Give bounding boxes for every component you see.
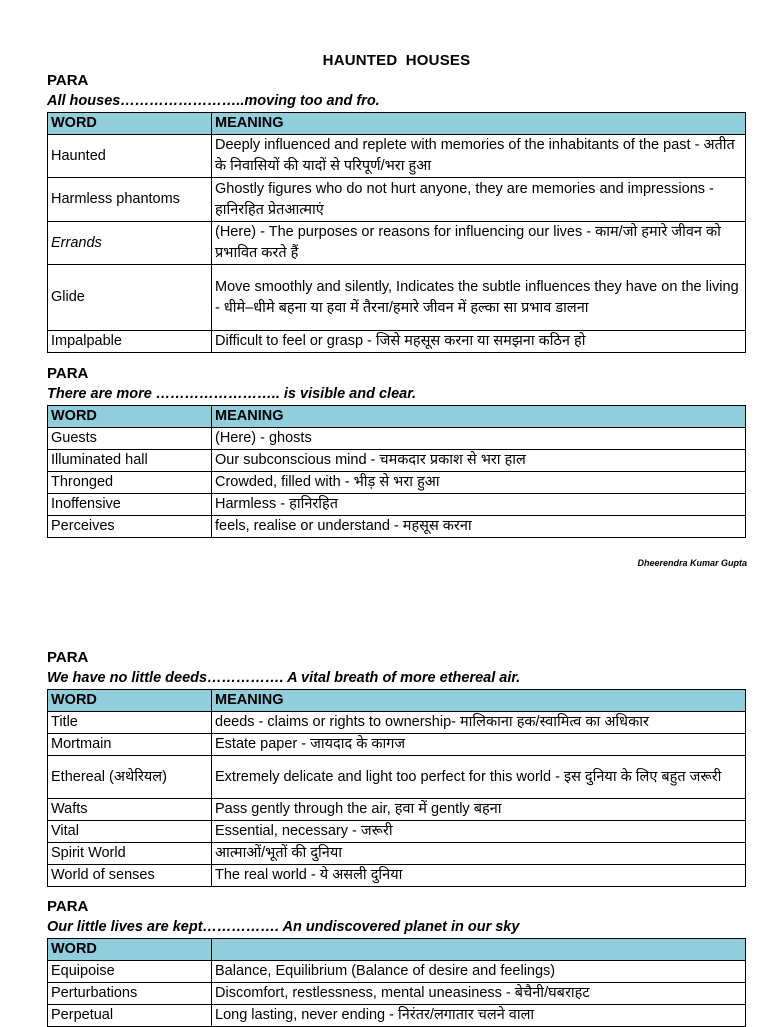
word-header: WORD xyxy=(48,406,212,428)
page-title: HAUNTED HOUSES xyxy=(322,52,471,69)
word-cell: Inoffensive xyxy=(48,494,212,516)
word-cell: Spirit World xyxy=(48,843,212,865)
meaning-cell: feels, realise or understand - महसूस करना xyxy=(212,516,746,538)
meaning-cell: Essential, necessary - जरूरी xyxy=(212,821,746,843)
meaning-cell: Extremely delicate and light too perfect for this world - इस दुनिया के लिए बहुत जरूरी xyxy=(212,756,746,799)
author-credit: Dheerendra Kumar Gupta xyxy=(637,558,747,568)
table-row xyxy=(48,450,746,472)
word-cell: Guests xyxy=(48,428,212,450)
table-row xyxy=(48,222,746,265)
para-label: PARA xyxy=(47,898,89,915)
table-row xyxy=(48,712,746,734)
para-label: PARA xyxy=(47,72,89,89)
table-header-row xyxy=(48,113,746,135)
table-row xyxy=(48,331,746,353)
word-cell: Impalpable xyxy=(48,331,212,353)
word-cell: Haunted xyxy=(48,135,212,178)
table-row xyxy=(48,961,746,983)
table-row xyxy=(48,843,746,865)
table-header-row xyxy=(48,939,746,961)
table-row xyxy=(48,799,746,821)
meaning-cell: Long lasting, never ending - निरंतर/लगातार चलने वाला xyxy=(212,1005,746,1027)
meaning-cell: Ghostly figures who do not hurt anyone, they are memories and impressions - हानिरहित प्रेतआत्माएं xyxy=(212,178,746,222)
section-3 xyxy=(47,648,746,887)
word-cell: Thronged xyxy=(48,472,212,494)
table-row xyxy=(48,472,746,494)
section-1 xyxy=(47,71,746,353)
vocab-table xyxy=(47,689,746,887)
vocab-table xyxy=(47,938,746,1027)
meaning-cell: Move smoothly and silently, Indicates the subtle influences they have on the living - धीमे–धीमे बहना या हवा में तैरना/हमारे जीवन में हल्का सा प्रभाव डालना xyxy=(212,265,746,331)
word-cell: Equipoise xyxy=(48,961,212,983)
meaning-header: MEANING xyxy=(212,113,746,135)
word-cell: Vital xyxy=(48,821,212,843)
section-2 xyxy=(47,364,746,538)
word-cell: Perceives xyxy=(48,516,212,538)
meaning-cell: Difficult to feel or grasp - जिसे महसूस करना या समझना कठिन हो xyxy=(212,331,746,353)
table-row xyxy=(48,265,746,331)
table-row xyxy=(48,983,746,1005)
meaning-cell: Deeply influenced and replete with memories of the inhabitants of the past - अतीत के निवासियों की यादों से परिपूर्ण/भरा हुआ xyxy=(212,135,746,178)
word-cell: Perpetual xyxy=(48,1005,212,1027)
table-row xyxy=(48,734,746,756)
meaning-cell: deeds - claims or rights to ownership- मालिकाना हक/स्वामित्व का अधिकार xyxy=(212,712,746,734)
vocab-table xyxy=(47,112,746,353)
word-cell: Perturbations xyxy=(48,983,212,1005)
para-label: PARA xyxy=(47,365,89,382)
word-cell: Title xyxy=(48,712,212,734)
meaning-cell: Balance, Equilibrium (Balance of desire and feelings) xyxy=(212,961,746,983)
meaning-cell: Our subconscious mind - चमकदार प्रकाश से भरा हाल xyxy=(212,450,746,472)
meaning-cell: Discomfort, restlessness, mental uneasiness - बेचैनी/घबराहट xyxy=(212,983,746,1005)
table-row xyxy=(48,865,746,887)
table-header-row xyxy=(48,406,746,428)
word-cell: Harmless phantoms xyxy=(48,178,212,222)
word-cell: Mortmain xyxy=(48,734,212,756)
meaning-cell: Crowded, filled with - भीड़ से भरा हुआ xyxy=(212,472,746,494)
table-row xyxy=(48,516,746,538)
meaning-cell: Estate paper - जायदाद के कागज xyxy=(212,734,746,756)
word-header: WORD xyxy=(48,690,212,712)
meaning-header xyxy=(212,939,746,961)
meaning-header: MEANING xyxy=(212,690,746,712)
word-cell: Wafts xyxy=(48,799,212,821)
meaning-cell: (Here) - The purposes or reasons for influencing our lives - काम/जो हमारे जीवन को प्रभावित करते हैं xyxy=(212,222,746,265)
word-cell: World of senses xyxy=(48,865,212,887)
word-cell: Errands xyxy=(48,222,212,265)
word-header: WORD xyxy=(48,113,212,135)
table-row xyxy=(48,135,746,178)
para-quote: We have no little deeds……………. A vital breath of more ethereal air. xyxy=(47,670,521,686)
table-header-row xyxy=(48,690,746,712)
word-cell: Glide xyxy=(48,265,212,331)
para-label: PARA xyxy=(47,649,89,666)
para-quote: Our little lives are kept……………. An undiscovered planet in our sky xyxy=(47,919,520,935)
meaning-cell: आत्माओं/भूतों की दुनिया xyxy=(212,843,746,865)
table-row xyxy=(48,178,746,222)
table-row xyxy=(48,428,746,450)
vocab-table xyxy=(47,405,746,538)
meaning-cell: Pass gently through the air, हवा में gently बहना xyxy=(212,799,746,821)
meaning-cell: The real world - ये असली दुनिया xyxy=(212,865,746,887)
word-cell: Ethereal (अथेरियल) xyxy=(48,756,212,799)
word-header: WORD xyxy=(48,939,212,961)
word-cell: Illuminated hall xyxy=(48,450,212,472)
para-quote: There are more …………………….. is visible and clear. xyxy=(47,386,417,402)
section-4 xyxy=(47,897,746,1027)
meaning-header: MEANING xyxy=(212,406,746,428)
meaning-cell: Harmless - हानिरहित xyxy=(212,494,746,516)
table-row xyxy=(48,756,746,799)
para-quote: All houses……………………..moving too and fro. xyxy=(47,93,380,109)
table-row xyxy=(48,1005,746,1027)
table-row xyxy=(48,821,746,843)
meaning-cell: (Here) - ghosts xyxy=(212,428,746,450)
table-row xyxy=(48,494,746,516)
